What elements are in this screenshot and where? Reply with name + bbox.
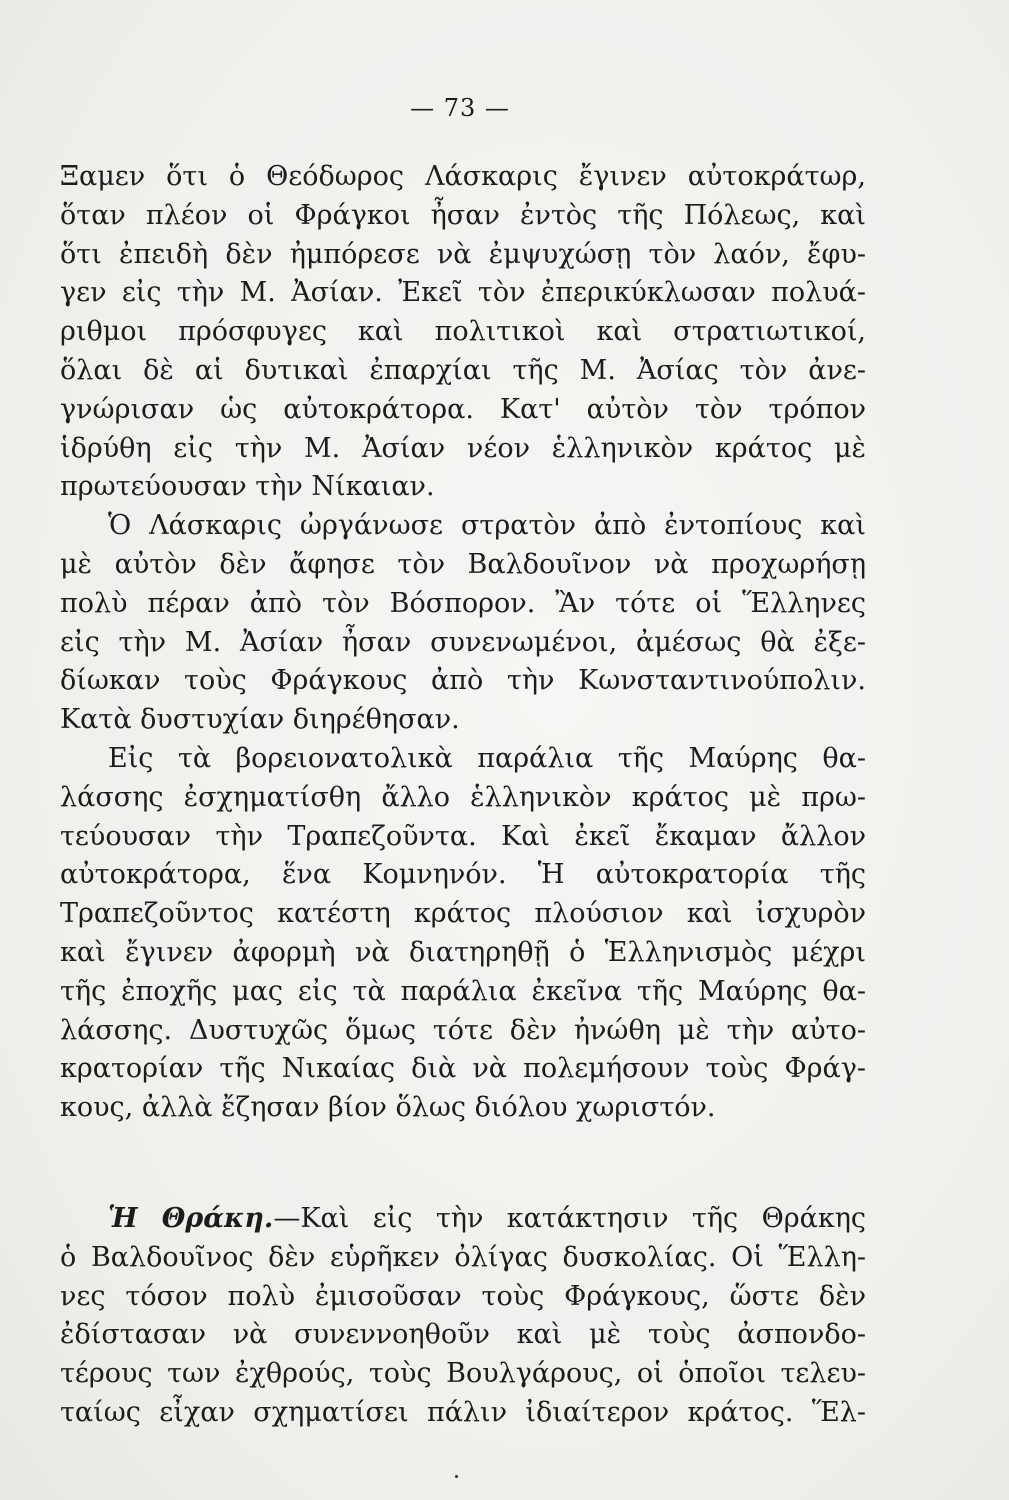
text-line: πολὺ πέραν ἀπὸ τὸν Βόσπορον. Ἂν τότε οἱ Ἕλληνες	[60, 587, 866, 619]
text-line: ὁ Βαλδουῖνος δὲν εὑρῆκεν ὀλίγας δυσκολίας. Οἱ Ἕλλη-	[60, 1241, 866, 1273]
text-line: κους, ἀλλὰ ἔζησαν βίον ὅλως διόλου χωριστόν.	[60, 1092, 716, 1124]
text-line: Ὁ Λάσκαρις ὠργάνωσε στρατὸν ἀπὸ ἐντοπίους καὶ	[108, 510, 866, 542]
page-number: — 73 —	[410, 94, 510, 122]
section-heading: Ἡ Θράκη.	[108, 1203, 274, 1234]
text-line: γνώρισαν ὡς αὐτοκράτορα. Κατ' αὐτὸν τὸν τρόπον	[60, 393, 866, 425]
text-line: εἰς τὴν Μ. Ἀσίαν ἦσαν συνενωμένοι, ἀμέσως θὰ ἐξε-	[60, 626, 866, 658]
ink-speck	[455, 1475, 458, 1478]
text-line: ὅλαι δὲ αἱ δυτικαὶ ἐπαρχίαι τῆς Μ. Ἀσίας τὸν ἀνε-	[60, 354, 866, 386]
text-line: Εἰς τὰ βορειονατολικὰ παράλια τῆς Μαύρης θα-	[108, 742, 866, 774]
text-line: μὲ αὐτὸν δὲν ἄφησε τὸν Βαλδουῖνον νὰ προχωρήσῃ	[60, 548, 866, 580]
main-text	[60, 158, 866, 1128]
text-line: κρατορίαν τῆς Νικαίας διὰ νὰ πολεμήσουν τοὺς Φράγ-	[60, 1053, 866, 1085]
text-line: τῆς ἐποχῆς μας εἰς τὰ παράλια ἐκεῖνα τῆς Μαύρης θα-	[60, 975, 866, 1007]
text-line: λάσσης. Δυστυχῶς ὅμως τότε δὲν ἠνώθη μὲ τὴν αὐτο-	[60, 1014, 866, 1046]
text-line: νες τόσον πολὺ ἐμισοῦσαν τοὺς Φράγκους, ὥστε δὲν	[60, 1280, 866, 1312]
text-line: γεν εἰς τὴν Μ. Ἀσίαν. Ἐκεῖ τὸν ἐπερικύκλωσαν πολυά-	[60, 277, 866, 309]
text-line: τεύουσαν τὴν Τραπεζοῦντα. Καὶ ἐκεῖ ἔκαμαν ἄλλον	[60, 820, 866, 852]
text-line: Ξαμεν ὅτι ὁ Θεόδωρος Λάσκαρις ἔγινεν αὐτοκράτωρ,	[60, 161, 866, 192]
text-line: καὶ ἔγινεν ἀφορμὴ νὰ διατηρηθῇ ὁ Ἑλληνισμὸς μέχρι	[60, 936, 866, 968]
text-line: λάσσης ἐσχηματίσθη ἄλλο ἑλληνικὸν κράτος μὲ πρω-	[60, 781, 866, 813]
text-line: ἱδρύθη εἰς τὴν Μ. Ἀσίαν νέον ἑλληνικὸν κράτος μὲ	[60, 432, 866, 464]
text-line: ἐδίστασαν νὰ συνεννοηθοῦν καὶ μὲ τοὺς ἀσπονδο-	[60, 1319, 866, 1351]
section-first-line	[60, 1200, 866, 1239]
text-line: δίωκαν τοὺς Φράγκους ἀπὸ τὴν Κωνσταντινούπολιν.	[60, 665, 866, 697]
text-line: ταίως εἶχαν σχηματίσει πάλιν ἰδιαίτερον κράτος. Ἕλ-	[60, 1396, 866, 1428]
text-line: ὅτι ἐπειδὴ δὲν ἠμπόρεσε νὰ ἐμψυχώσῃ τὸν λαόν, ἔφυ-	[60, 238, 866, 270]
section-thrace	[60, 1200, 866, 1433]
text-line: ριθμοι πρόσφυγες καὶ πολιτικοὶ καὶ στρατιωτικοί,	[60, 316, 866, 348]
text-line: Κατὰ δυστυχίαν διηρέθησαν.	[60, 704, 460, 736]
text-line: Τραπεζοῦντος κατέστη κράτος πλούσιον καὶ ἰσχυρὸν	[60, 898, 866, 930]
text-line: πρωτεύουσαν τὴν Νίκαιαν.	[60, 471, 435, 503]
text-line: ὅταν πλέον οἱ Φράγκοι ἦσαν ἐντὸς τῆς Πόλεως, καὶ	[60, 199, 866, 231]
text-line: τέρους των ἐχθρούς, τοὺς Βουλγάρους, οἱ ὁποῖοι τελευ-	[60, 1358, 866, 1390]
section-first-line-text: —Καὶ εἰς τὴν κατάκτησιν τῆς Θράκης	[273, 1203, 866, 1234]
text-line: αὐτοκράτορα, ἕνα Κομνηνόν. Ἡ αὐτοκρατορία τῆς	[60, 859, 866, 891]
